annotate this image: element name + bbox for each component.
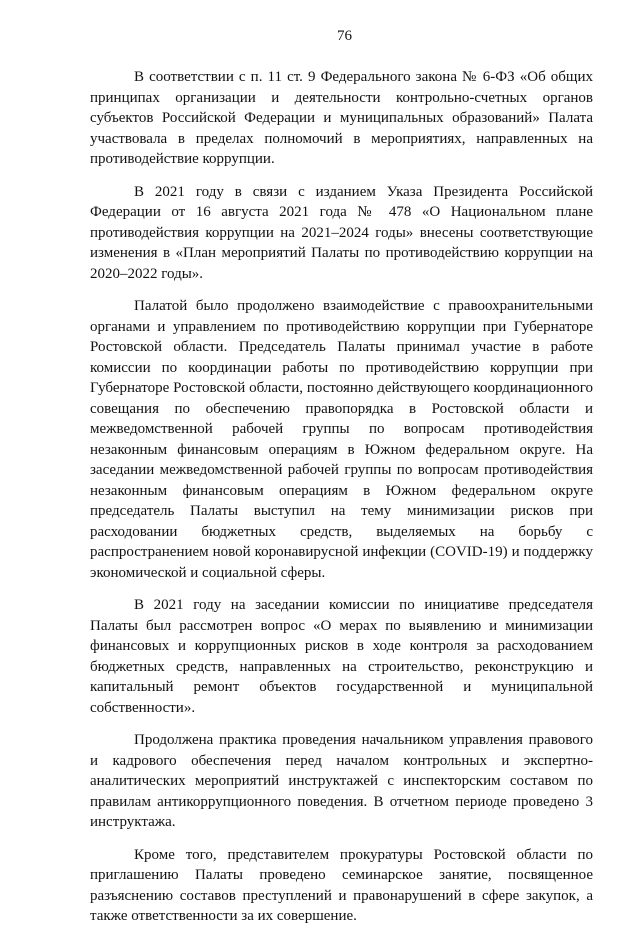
page-number: 76 — [337, 28, 352, 44]
paragraph-anticorruption-plan: В 2021 году в связи с изданием Указа Президента Российской Федерации от 16 августа 2021 года № 478 «О Национальном плане противодействия коррупции на 2021–2024 годы» внесены соответствующие изменения в «План мероприятий Палаты по противодействию коррупции на 2020–2022 годы». — [90, 183, 593, 282]
paragraph-legal-basis: В соответствии с п. 11 ст. 9 Федерального закона № 6-ФЗ «Об общих принципах организации и деятельности контрольно-счетных органов субъектов Российской Федерации и муниципальных образований» Палата участвовала в пределах полномочий в мероприятиях, направленных на противодействие коррупции. — [90, 69, 593, 167]
paragraph-commission-meeting: В 2021 году на заседании комиссии по инициативе председателя Палаты был рассмотрен вопрос «О мерах по выявлению и минимизации финансовых и коррупционных рисков в ходе контроля за расходованием бюджетных средств, направленных на строительство, реконструкцию и капитальный ремонт объектов государственной и муниципальной собственности». — [90, 597, 593, 716]
paragraph-briefings: Продолжена практика проведения начальником управления правового и кадрового обеспечения перед началом контрольных и экспертно-аналитических мероприятий инструктажей с инспекторским составом по правилам антикоррупционного поведения. В отчетном периоде проведено 3 инструктажа. — [90, 732, 593, 830]
paragraph-seminar: Кроме того, представителем прокуратуры Ростовской области по приглашению Палаты проведено семинарское занятие, посвященное разъяснению составов преступлений и правонарушений в сфере закупок, а также ответственности за их совершение. — [90, 846, 593, 924]
paragraph-cooperation: Палатой было продолжено взаимодействие с правоохранительными органами и управлением по противодействию коррупции при Губернаторе Ростовской области. Председатель Палаты принимал участие в работе комиссии по координации работы по противодействию коррупции при Губернаторе Ростовской области, постоянно действующего координационного совещания по обеспечению правопорядка в Ростовской области и межведомственной рабочей группы по вопросам противодействия незаконным финансовым операциям в Южном федеральном округе. На заседании межведомственной рабочей группы по вопросам противодействия незаконным финансовым операциям в Южном федеральном округе председатель Палаты выступил на тему минимизации рисков при расходовании бюджетных средств, выделяемых на борьбу с распространением новой коронавирусной инфекции (COVID-19) и поддержку экономической и социальной сферы. — [90, 298, 593, 581]
